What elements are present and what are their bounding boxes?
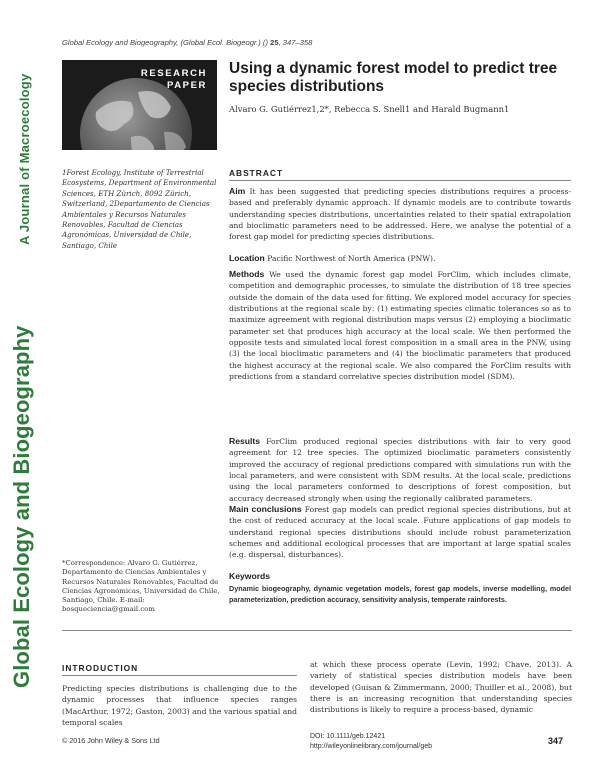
badge-label (141, 68, 207, 92)
running-header (62, 38, 312, 47)
abstract-results (229, 436, 571, 504)
conclusions-text: Forest gap models can predict regional species distributions, but at the cost of reduced accuracy at the local scale. Future applications of gap models to understand regional species distributions should include robust parameterization schemes and additional ecological processes that are important at large spatial scales (e.g. dispersal, disturbances). (229, 505, 571, 560)
abstract-location (229, 253, 571, 264)
abstract-conclusions (229, 504, 571, 561)
doi-block (310, 732, 432, 752)
conclusions-label: Main conclusions (229, 504, 302, 514)
location-text: Pacific Northwest of North America (PNW). (267, 254, 436, 263)
abstract-methods (229, 269, 571, 382)
methods-label: Methods (229, 269, 265, 279)
journal-subtitle-vertical: A Journal of Macroecology (17, 73, 32, 245)
aim-label: Aim (229, 186, 246, 196)
page-range: , 347–358 (278, 38, 313, 47)
research-paper-badge (62, 60, 217, 150)
badge-line-paper: PAPER (166, 80, 207, 91)
introduction-heading: INTRODUCTION (62, 663, 139, 673)
abstract-divider (229, 180, 571, 181)
abstract-aim (229, 186, 571, 243)
location-label: Location (229, 253, 265, 263)
author-list: Alvaro G. Gutiérrez1,2*, Rebecca S. Snell1 and Harald Bugmann1 (229, 104, 510, 114)
introduction-divider (62, 675, 297, 676)
citation-text: Global Ecology and Biogeography, (Global Ecol. Biogeogr.) () (62, 38, 268, 47)
keywords-list: Dynamic biogeography, dynamic vegetation models, forest gap models, inverse modelling, model parameterization, prediction accuracy, sensitivity analysis, temperate rainforests. (229, 584, 571, 605)
journal-sidebar (0, 0, 48, 783)
copyright-notice: © 2016 John Wiley & Sons Ltd (62, 736, 160, 745)
abstract-heading: ABSTRACT (229, 168, 284, 178)
article-title: Using a dynamic forest model to predict tree species distributions (229, 60, 558, 95)
author-affiliations: 1Forest Ecology, Institute of Terrestrial Ecosystems, Department of Environmental Sciences, ETH Zürich, 8092 Zürich, Switzerland, 2Departamento de Ciencias Ambientales y Recursos Naturales Renovables, Facultad de Ciencias Agronómicas, Universidad de Chile, Santiago, Chile (62, 168, 217, 250)
introduction-column-1: Predicting species distributions is challenging due to the dynamic processes that influence species ranges (MacArthur, 1972; Gaston, 2003) and the various spatial and temporal scales (62, 684, 297, 727)
correspondence-address: *Correspondence: Alvaro G. Gutiérrez, Departamento de Ciencias Ambientales y Recursos Naturales Renovables, Facultad de Ciencias Agronómicas, Universidad de Chile, Santiago, Chile. E-mail: bosqueciencia@gmail.com (62, 559, 220, 614)
doi-text: DOI: 10.1111/geb.12421 (310, 733, 386, 740)
results-label: Results (229, 436, 261, 446)
results-text: ForClim produced regional species distributions with fair to very good agreement for 12 tree species. The optimized bioclimatic parameters consistently improved the accuracy of regional predictions compared with simulations run with the local parameters, and were consistent with SDM results. At the local scale, predictions using the local parameters conformed to descriptions of forest composition, but accuracy decreased strongly when using the regionally calibrated parameters. (229, 437, 571, 503)
journal-url-link[interactable]: http://wileyonlinelibrary.com/journal/geb (310, 743, 433, 750)
badge-line-research: RESEARCH (140, 68, 207, 79)
keywords-heading: Keywords (229, 571, 271, 581)
volume-number: 25 (270, 38, 279, 47)
journal-title-vertical: Global Ecology and Biogeography (9, 325, 34, 688)
aim-text: It has been suggested that predicting species distributions requires a process-based and preferably dynamic approach. If dynamic models are to contribute towards understanding species distributions, uncertainties related to their spatial extrapolation and bioclimatic parameters need to be addressed. Here, we analyse the potential of a forest gap model for predicting species distributions. (229, 187, 571, 242)
page-number: 347 (548, 736, 564, 746)
section-divider (62, 630, 572, 631)
methods-text: We used the dynamic forest gap model ForClim, which includes climate, competition and demographic processes, to simulate the distribution of 18 tree species outside the domain of the data used for fitting. We explored model accuracy for species distributions at the regional scale by: (1) estimating species climatic tolerances so as to maximize agreement with regional distribution maps versus (2) employing a bioclimatic parameter set that produces high accuracy at the local scale. We then performed the opposite tests and simulated local forest composition in a small area in the PNW, using (3) the local bioclimatic parameters and (4) the bioclimatic parameters that produced the highest accuracy at the regional scale. We also compared the ForClim results with predictions from a standard correlative species distribution model (SDM). (229, 270, 571, 382)
introduction-column-2: at which these process operate (Levin, 1992; Chave, 2013). A variety of statistical species distribution models have been developed (Guisan & Zimmermann, 2000; Thuiller et al., 2008), but there is an increasing recognition that understanding species distributions is likely to require a process-based, dynamic (310, 660, 572, 715)
